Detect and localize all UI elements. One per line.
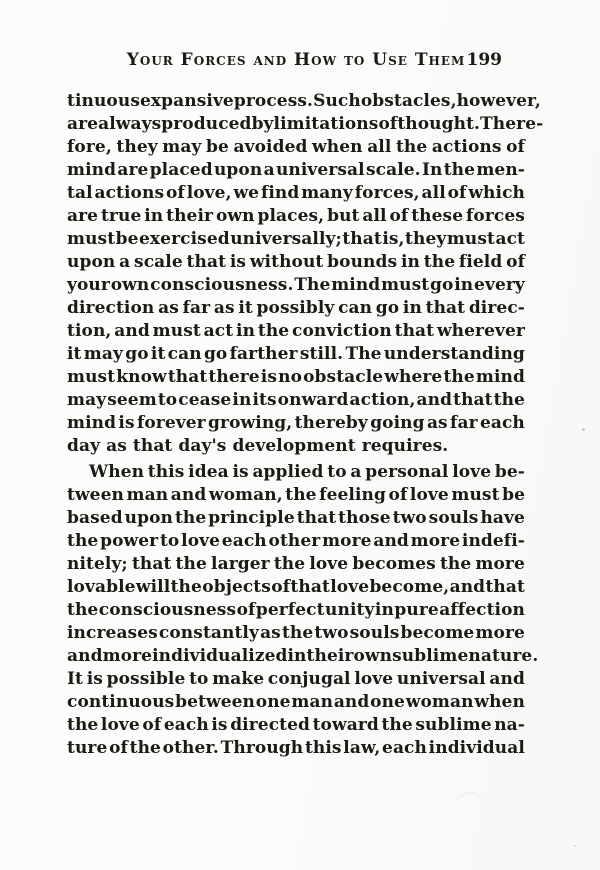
text-line: continuous between one man and one woman when (67, 692, 525, 712)
paragraph-1 (67, 90, 544, 458)
text-line: are true in their own places, but all of these forces (67, 206, 525, 226)
text-line: increases constantly as the two souls become more (67, 623, 525, 643)
text-line: lovable will the objects of that love become, and that (67, 577, 525, 597)
text-line: based upon the principle that those two souls have (67, 508, 525, 528)
text-line: the power to love each other more and more indefi- (67, 531, 525, 551)
text-line: mind are placed upon a universal scale. In the men- (67, 160, 525, 180)
page-number: 199 (466, 50, 502, 70)
body-text (67, 90, 544, 760)
text-line: day as that day's development requires. (67, 436, 449, 456)
text-line: it may go it can go farther still. The understanding (67, 344, 525, 364)
text-line: the consciousness of perfect unity in pure affection (67, 600, 525, 620)
text-line: are always produced by limitations of thought. There- (67, 114, 544, 134)
text-line: may seem to cease in its onward action, and that the (67, 390, 525, 410)
text-line: must know that there is no obstacle where the mind (67, 367, 525, 387)
text-line: tween man and woman, the feeling of love must be (67, 485, 525, 505)
text-line: must be exercised universally; that is, they must act (67, 229, 525, 249)
text-line: When this idea is applied to a personal love be- (89, 462, 525, 482)
text-line: tal actions of love, we find many forces, all of which (67, 183, 525, 203)
page-title: Your Forces and How to Use Them (126, 50, 466, 70)
paragraph-2 (67, 461, 539, 760)
text-line: your own consciousness. The mind must go in every (67, 275, 525, 295)
scan-speck (582, 428, 585, 431)
text-line: direction as far as it possibly can go in that direc- (67, 298, 525, 318)
text-line: nitely; that the larger the love becomes the more (67, 554, 525, 574)
scan-speck (574, 845, 576, 847)
text-line: ture of the other. Through this law, each individual (67, 738, 525, 758)
running-head (67, 49, 525, 71)
text-line: fore, they may be avoided when all the actions of (67, 137, 525, 157)
text-line: tion, and must act in the conviction that wherever (67, 321, 525, 341)
text-line: mind is forever growing, thereby going as far each (67, 413, 525, 433)
text-line: and more individualized in their own sublime nature. (67, 646, 539, 666)
text-line: upon a scale that is without bounds in the field of (67, 252, 525, 272)
text-line: the love of each is directed toward the sublime na- (67, 715, 525, 735)
scan-scratch (451, 790, 488, 817)
text-line: It is possible to make conjugal love universal and (67, 669, 525, 689)
text-line: tinuous expansive process. Such obstacles, however, (67, 91, 541, 111)
